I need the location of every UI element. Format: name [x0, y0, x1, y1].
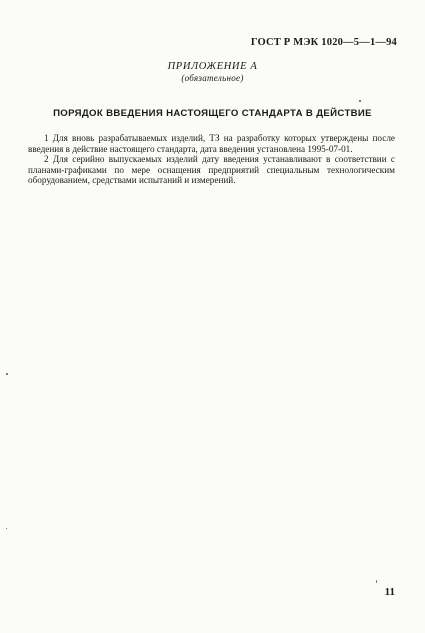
appendix-title: ПРИЛОЖЕНИЕ А	[167, 61, 258, 72]
appendix-subtitle: (обязательное)	[181, 73, 244, 83]
page-number: 11	[384, 586, 395, 598]
scan-speck	[6, 528, 7, 529]
body-text	[28, 133, 395, 186]
paragraph-1: 1 Для вновь разрабатываемых изделий, ТЗ на разработку которых утверждены после введения в действие настоящего стандарта, дата введения установлена 1995-07-01.	[28, 133, 395, 154]
scan-speck	[359, 100, 361, 102]
section-heading: ПОРЯДОК ВВЕДЕНИЯ НАСТОЯЩЕГО СТАНДАРТА В ДЕЙСТВИЕ	[53, 108, 372, 119]
scan-speck	[6, 373, 8, 375]
document-code: ГОСТ Р МЭК 1020—5—1—94	[250, 37, 397, 48]
scan-speck	[376, 580, 377, 583]
paragraph-2: 2 Для серийно выпускаемых изделий дату введения устанавливают в соответствии с планами-графиками по мере оснащения предприятий специальным технологическим оборудованием, средствами испытаний и измерений.	[28, 154, 395, 186]
